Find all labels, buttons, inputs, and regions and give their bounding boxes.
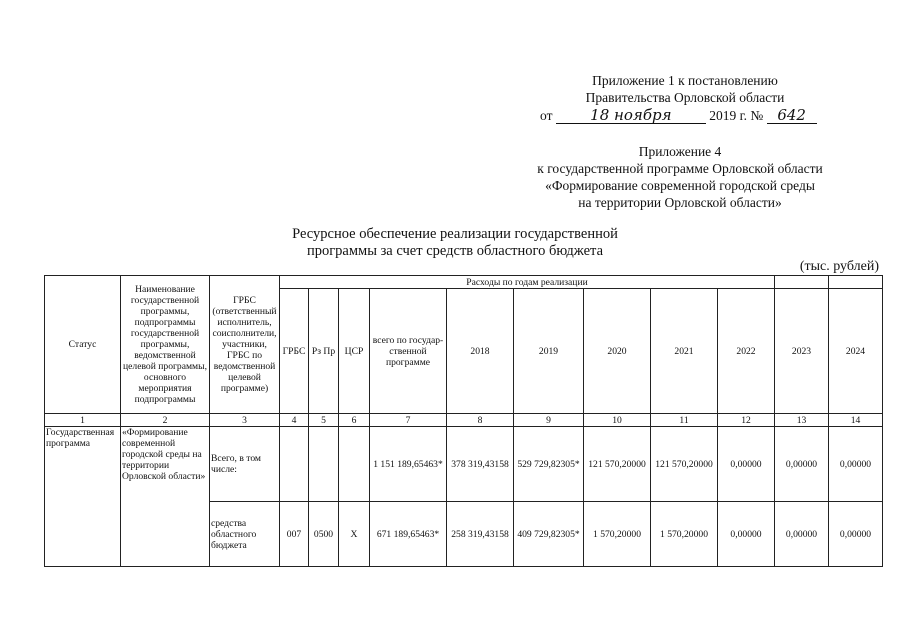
appendix-4-program-name-1: «Формирование современной городской среды [545, 178, 815, 193]
cell-csr [339, 427, 370, 502]
header-status: Статус [45, 276, 121, 414]
row-status: Государственная программа [45, 427, 121, 567]
column-number: 5 [309, 414, 339, 427]
appendix-4-program-name-2: на территории Орловской области» [578, 195, 782, 210]
cell-2022: 0,00000 [718, 427, 775, 502]
year-text: 2019 г. № [709, 108, 764, 123]
cell-2023: 0,00000 [775, 502, 829, 567]
column-number: 3 [210, 414, 280, 427]
header-year: 2019 [514, 289, 584, 414]
cell-2019: 409 729,82305* [514, 502, 584, 567]
cell-2018: 378 319,43158 [447, 427, 514, 502]
cell-2019: 529 729,82305* [514, 427, 584, 502]
table-row-total [45, 427, 883, 502]
column-number: 10 [584, 414, 651, 427]
header-name: Наименование государственной программы, подпрограммы государственной программы, ведомственной целевой программы, основного мероприятия подпрограммы [121, 276, 210, 414]
resource-table [44, 275, 883, 567]
units-label: (тыс. рублей) [799, 259, 879, 274]
cell-2021: 121 570,20000 [651, 427, 718, 502]
cell-2018: 258 319,43158 [447, 502, 514, 567]
header-expenses-group: Расходы по годам реализации [280, 276, 775, 289]
number-field [767, 107, 817, 124]
cell-2020: 121 570,20000 [584, 427, 651, 502]
row-program-name: «Формирование современной городской среды на территории Орловской области» [121, 427, 210, 567]
header-grbs: ГРБС [280, 289, 309, 414]
column-number: 11 [651, 414, 718, 427]
column-number: 7 [370, 414, 447, 427]
column-number-row [45, 414, 883, 427]
column-number: 8 [447, 414, 514, 427]
column-number: 2 [121, 414, 210, 427]
header-year: 2023 [775, 289, 829, 414]
appendix-1-issuer: Правительства Орловской области [585, 90, 785, 105]
appendix-1-title: Приложение 1 к постановлению [592, 73, 778, 88]
column-number: 9 [514, 414, 584, 427]
cell-grbs: 007 [280, 502, 309, 567]
handwritten-number: 642 [777, 106, 806, 124]
header-csr: ЦСР [339, 289, 370, 414]
cell-2021: 1 570,20000 [651, 502, 718, 567]
header-year: 2021 [651, 289, 718, 414]
cell-csr: Х [339, 502, 370, 567]
document-title-line-1: Ресурсное обеспечение реализации государственной [292, 226, 618, 242]
appendix-4-block [510, 143, 850, 211]
cell-2024: 0,00000 [829, 502, 883, 567]
row-label-total: Всего, в том числе: [210, 427, 280, 502]
cell-total: 671 189,65463* [370, 502, 447, 567]
handwritten-date: 18 ноября [590, 106, 672, 124]
appendix-4-title: Приложение 4 [638, 144, 722, 159]
appendix-1-date-line [540, 107, 830, 124]
cell-grbs [280, 427, 309, 502]
cell-2024: 0,00000 [829, 427, 883, 502]
appendix-1-block [540, 72, 830, 124]
appendix-4-program: к государственной программе Орловской области [537, 161, 823, 176]
column-number: 6 [339, 414, 370, 427]
document-title-line-2: программы за счет средств областного бюджета [306, 243, 604, 259]
column-number: 14 [829, 414, 883, 427]
row-label-regional-budget: средства областного бюджета [210, 502, 280, 567]
header-year: 2018 [447, 289, 514, 414]
cell-rzpr: 0500 [309, 502, 339, 567]
cell-total: 1 151 189,65463* [370, 427, 447, 502]
column-number: 4 [280, 414, 309, 427]
cell-rzpr [309, 427, 339, 502]
column-number: 1 [45, 414, 121, 427]
header-rzpr: Рз Пр [309, 289, 339, 414]
column-number: 13 [775, 414, 829, 427]
cell-2023: 0,00000 [775, 427, 829, 502]
cell-2022: 0,00000 [718, 502, 775, 567]
cell-2020: 1 570,20000 [584, 502, 651, 567]
header-blank-13 [775, 276, 829, 289]
document-title [255, 226, 655, 260]
header-row-top [45, 276, 883, 289]
column-number: 12 [718, 414, 775, 427]
header-total: всего по государ-ственной программе [370, 289, 447, 414]
date-prefix: от [540, 108, 553, 123]
header-blank-14 [829, 276, 883, 289]
header-year: 2022 [718, 289, 775, 414]
header-year: 2020 [584, 289, 651, 414]
header-year: 2024 [829, 289, 883, 414]
date-field [556, 107, 706, 124]
header-grbs-group: ГРБС (ответственный исполнитель, соисполнители, участники, ГРБС по ведомственной целевой программе) [210, 276, 280, 414]
